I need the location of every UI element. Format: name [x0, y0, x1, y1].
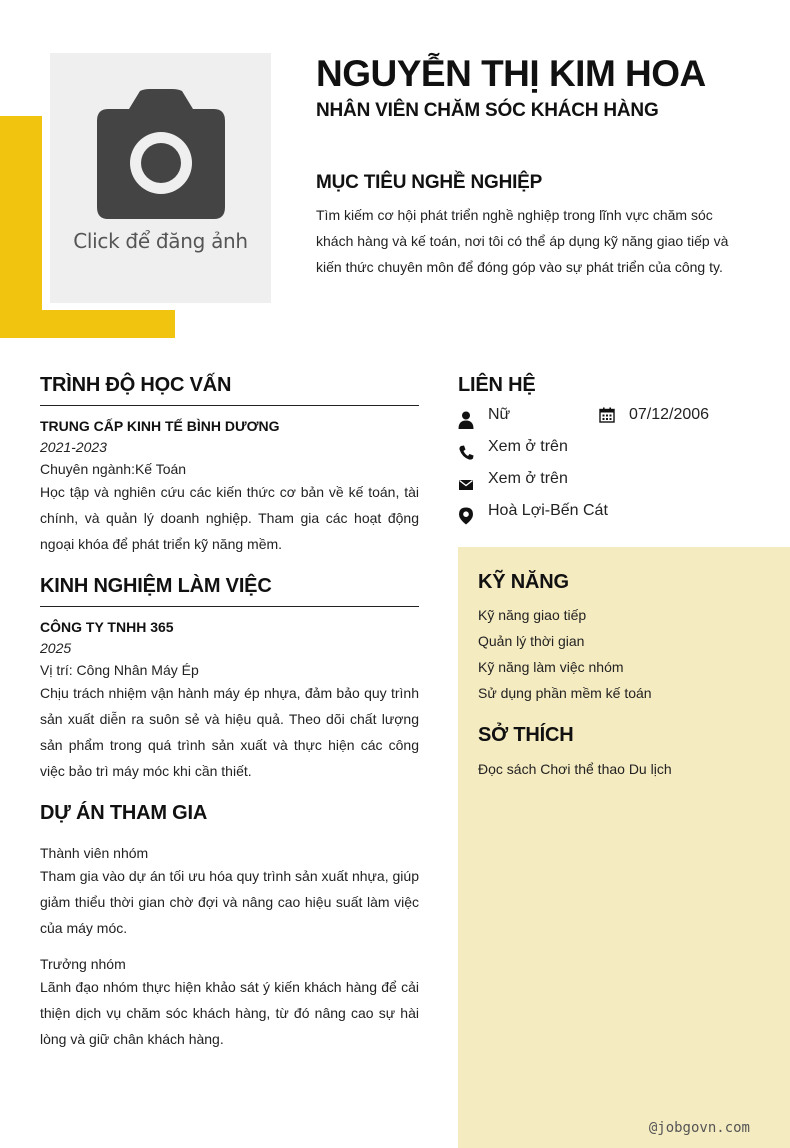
experience-period: 2025	[40, 640, 72, 656]
project-description: Tham gia vào dự án tối ưu hóa quy trình sản xuất nhựa, giúp giảm thiểu thời gian chờ đợi và nâng cao hiệu suất làm việc của máy móc.	[40, 868, 419, 936]
skill-item: Kỹ năng giao tiếp	[478, 607, 587, 623]
mail-icon	[458, 475, 474, 493]
skill-item: Kỹ năng làm việc nhóm	[478, 659, 624, 675]
objective-section	[316, 172, 736, 280]
contact-section	[458, 374, 758, 533]
hobbies-title: SỞ THÍCH	[478, 724, 574, 746]
phone-icon	[458, 443, 474, 461]
job-title: NHÂN VIÊN CHĂM SÓC KHÁCH HÀNG	[316, 100, 659, 121]
project-role: Trưởng nhóm	[40, 956, 126, 972]
objective-title: MỤC TIÊU NGHỀ NGHIỆP	[316, 172, 543, 193]
candidate-name: NGUYỄN THỊ KIM HOA	[316, 53, 706, 94]
contact-row-email	[458, 469, 758, 501]
skill-item: Sử dụng phần mềm kế toán	[478, 685, 652, 701]
experience-position: Vị trí: Công Nhân Máy Ép	[40, 662, 199, 678]
projects-title: DỰ ÁN THAM GIA	[40, 802, 208, 824]
contact-row-gender	[458, 405, 758, 437]
objective-text: Tìm kiếm cơ hội phát triển nghề nghiệp trong lĩnh vực chăm sóc khách hàng và kế toán, nơi tôi có thể áp dụng kỹ năng giao tiếp và kiến thức chuyên môn để đóng góp vào sự phát triển của công ty.	[316, 207, 729, 275]
education-major: Chuyên ngành:Kế Toán	[40, 461, 187, 477]
experience-section	[40, 575, 419, 784]
address-value: Hoà Lợi-Bến Cát	[488, 502, 608, 519]
camera-icon	[94, 89, 228, 221]
gender-value: Nữ	[488, 406, 511, 423]
school-name: TRUNG CẤP KINH TẾ BÌNH DƯƠNG	[40, 418, 280, 434]
project-item	[40, 956, 419, 1052]
photo-upload[interactable]	[50, 53, 271, 303]
header	[316, 52, 736, 122]
left-column	[40, 374, 419, 1052]
birthday-value: 07/12/2006	[629, 406, 710, 423]
experience-title: KINH NGHIỆM LÀM VIỆC	[40, 575, 419, 607]
education-description: Học tập và nghiên cứu các kiến thức cơ bản về kế toán, tài chính, và quản lý doanh nghiệp. Tham gia các hoạt động ngoại khóa để phát triển kỹ năng mềm.	[40, 484, 419, 552]
watermark: @jobgovn.com	[648, 1120, 750, 1136]
location-icon	[458, 507, 474, 525]
project-description: Lãnh đạo nhóm thực hiện khảo sát ý kiến khách hàng để cải thiện dịch vụ chăm sóc khách hàng, từ đó nâng cao sự hài lòng và giữ chân khách hàng.	[40, 979, 419, 1047]
side-panel	[458, 547, 790, 1148]
project-role: Thành viên nhóm	[40, 845, 149, 861]
education-title: TRÌNH ĐỘ HỌC VẤN	[40, 374, 419, 406]
skills-title: KỸ NĂNG	[478, 571, 569, 593]
calendar-icon	[599, 407, 615, 423]
education-section	[40, 374, 419, 557]
skill-item: Quản lý thời gian	[478, 633, 585, 649]
person-icon	[458, 411, 474, 429]
education-period: 2021-2023	[40, 439, 107, 455]
projects-section	[40, 802, 419, 1052]
email-value: Xem ở trên	[488, 470, 568, 487]
company-name: CÔNG TY TNHH 365	[40, 619, 174, 635]
hobbies-text: Đọc sách Chơi thể thao Du lịch	[478, 761, 672, 777]
contact-row-phone	[458, 437, 758, 469]
photo-caption: Click để đăng ảnh	[73, 229, 248, 253]
contact-title: LIÊN HỆ	[458, 374, 536, 396]
experience-description: Chịu trách nhiệm vận hành máy ép nhựa, đảm bảo quy trình sản xuất diễn ra suôn sẻ và hiệu quả. Theo dõi chất lượng sản phẩm trong quá trình sản xuất và thực hiện các công việc bảo trì máy móc khi cần thiết.	[40, 685, 419, 779]
project-item	[40, 845, 419, 941]
accent-bar-bottom	[0, 310, 175, 338]
accent-bar-left	[0, 116, 42, 338]
phone-value: Xem ở trên	[488, 438, 568, 455]
contact-row-address	[458, 501, 758, 533]
